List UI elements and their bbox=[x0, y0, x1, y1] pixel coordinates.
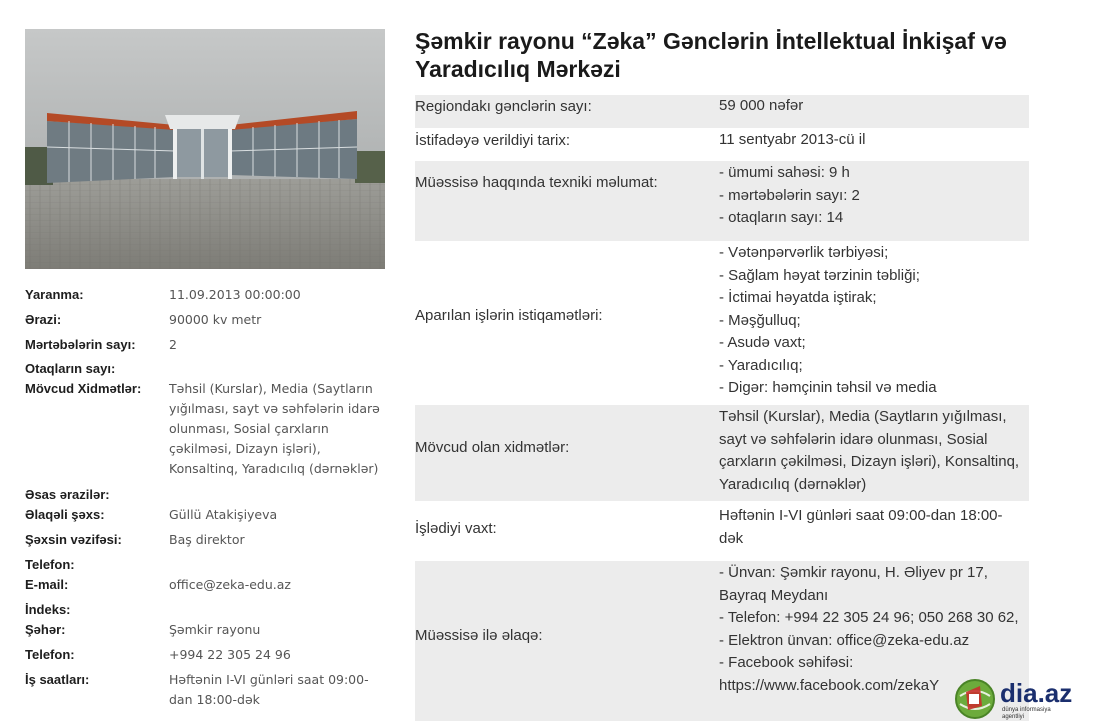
brand-name: dia.az bbox=[1000, 678, 1073, 708]
info-value: 90000 kv metr bbox=[169, 312, 262, 327]
list-item: - Digər: həmçinin təhsil və media bbox=[719, 379, 937, 396]
table-value bbox=[719, 162, 1025, 230]
globe-icon bbox=[952, 676, 998, 722]
list-item: - Vətənpərvərlik tərbiyəsi; bbox=[719, 244, 889, 261]
table-key: Mövcud olan xidmətlər: bbox=[415, 439, 570, 456]
email-line[interactable]: - Elektron ünvan: office@zeka-edu.az bbox=[719, 631, 970, 649]
info-label: Telefon: bbox=[25, 557, 75, 572]
list-item: - İctimai həyatda iştirak; bbox=[719, 289, 877, 306]
building-photo bbox=[25, 29, 385, 269]
table-row bbox=[415, 128, 1029, 161]
facebook-link[interactable]: https://www.facebook.com/zekaY bbox=[719, 676, 940, 694]
info-label: Əlaqəli şəxs: bbox=[25, 507, 105, 522]
table-row bbox=[415, 95, 1029, 128]
table-row bbox=[415, 561, 1029, 721]
dia-az-logo bbox=[952, 676, 1082, 722]
page-title: Şəmkir rayonu “Zəka” Gənclərin İntellektual İnkişaf və Yaradıcılıq Mərkəzi bbox=[415, 28, 1007, 82]
table-value: 11 sentyabr 2013-cü il bbox=[719, 131, 866, 148]
list-item: - Sağlam həyat tərzinin təbliği; bbox=[719, 266, 920, 284]
list-item: - otaqların sayı: 14 bbox=[719, 209, 844, 226]
table-key: Müəssisə haqqında texniki məlumat: bbox=[415, 174, 658, 191]
facebook-label: - Facebook səhifəsi: bbox=[719, 654, 854, 671]
info-value: Güllü Atakişiyeva bbox=[169, 507, 278, 522]
info-value: Təhsil (Kurslar), Media (Saytların yığılması, sayt və səhfələrin idarə olunması, Sosial çarxların çəkilməsi, Dizayn işləri), Konsaltinq, Yaradıcılıq (dərnəklər) bbox=[169, 381, 380, 476]
info-value: Baş direktor bbox=[169, 532, 245, 547]
info-value: 2 bbox=[169, 337, 177, 352]
table-row bbox=[415, 405, 1029, 501]
table-row bbox=[415, 161, 1029, 241]
info-label: Şəhər: bbox=[25, 622, 66, 637]
info-value: 11.09.2013 00:00:00 bbox=[169, 287, 301, 302]
info-label: Yaranma: bbox=[25, 287, 84, 302]
list-item: - Yaradıcılıq; bbox=[719, 356, 803, 374]
info-value: Şəmkir rayonu bbox=[169, 622, 261, 637]
info-label: E-mail: bbox=[25, 577, 69, 592]
info-value: Həftənin I-VI günləri saat 09:00-dan 18:00-dək bbox=[169, 672, 369, 707]
table-value bbox=[719, 242, 1025, 400]
info-value: +994 22 305 24 96 bbox=[169, 647, 291, 662]
table-key: İstifadəyə verildiyi tarix: bbox=[415, 132, 571, 149]
info-label: Telefon: bbox=[25, 647, 75, 662]
table-value: Həftənin I-VI günləri saat 09:00-dan 18:00-dək bbox=[719, 507, 1003, 547]
list-item: - mərtəbələrin sayı: 2 bbox=[719, 186, 860, 204]
address-line: - Ünvan: Şəmkir rayonu, H. Əliyev pr 17, Bayraq Meydanı bbox=[719, 564, 988, 604]
table-key: İşlədiyi vaxt: bbox=[415, 520, 497, 537]
info-label: İndeks: bbox=[25, 602, 71, 617]
table-row bbox=[415, 241, 1029, 405]
table-key: Regiondakı gənclərin sayı: bbox=[415, 98, 592, 115]
list-item: - Asudə vaxt; bbox=[719, 334, 806, 351]
table-key: Aparılan işlərin istiqamətləri: bbox=[415, 307, 603, 324]
info-label: Şəxsin vəzifəsi: bbox=[25, 532, 122, 547]
email-link[interactable]: office@zeka-edu.az bbox=[169, 577, 291, 592]
info-label: Mərtəbələrin sayı: bbox=[25, 337, 136, 352]
info-label: Mövcud Xidmətlər: bbox=[25, 381, 142, 396]
info-label: İş saatları: bbox=[25, 672, 90, 687]
table-row bbox=[415, 501, 1029, 561]
info-label: Əsas ərazilər: bbox=[25, 487, 110, 502]
info-label: Otaqların sayı: bbox=[25, 361, 116, 376]
table-key: Müəssisə ilə əlaqə: bbox=[415, 627, 543, 644]
list-item: - ümumi sahəsi: 9 h bbox=[719, 164, 850, 181]
brand-tagline: dünya informasiya agentliyi bbox=[1002, 707, 1051, 720]
list-item: - Məşğulluq; bbox=[719, 311, 801, 329]
table-value: 59 000 nəfər bbox=[719, 97, 804, 114]
phone-line: - Telefon: +994 22 305 24 96; 050 268 30 62, bbox=[719, 609, 1019, 626]
table-value: Təhsil (Kurslar), Media (Saytların yığılması, sayt və səhfələrin idarə olunması, Sosial çarxların çəkilməsi, Dizayn işləri), Konsaltinq, Yaradıcılıq (dərnəklər) bbox=[719, 408, 1020, 493]
info-label: Ərazi: bbox=[25, 312, 62, 327]
